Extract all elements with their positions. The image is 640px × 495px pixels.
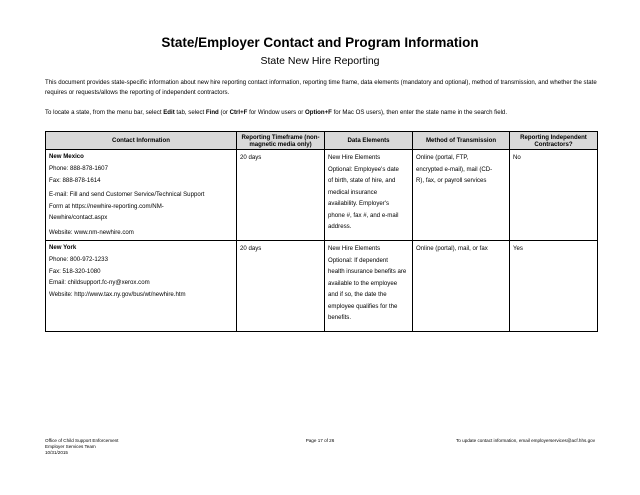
- website-link[interactable]: Website: www.nm-newhire.com: [49, 228, 134, 236]
- header-data-elements: Data Elements: [325, 132, 413, 150]
- header-method-of-transmission: Method of Transmission: [413, 132, 510, 150]
- table-row-new-york: [46, 241, 598, 332]
- state-contact-table: [45, 131, 598, 332]
- email-address[interactable]: Email: childsupport.fc-ny@xerox.com: [49, 279, 150, 286]
- independent-contractors-cell: Yes: [510, 241, 598, 332]
- contact-info-cell: [46, 150, 237, 241]
- header-reporting-timeframe: Reporting Timeframe (non-magnetic media only): [237, 132, 325, 150]
- independent-contractors-cell: No: [510, 150, 598, 241]
- header-contact-information: Contact Information: [46, 132, 237, 150]
- footer-office: Office of Child Support Enforcement Employer Services Team 10/31/2015: [45, 438, 119, 455]
- contact-info-cell: [46, 241, 237, 332]
- transmission-method-cell: Online (portal, FTP, encrypted e-mail), mail (CD- R), fax, or payroll services: [413, 150, 510, 241]
- website-link[interactable]: Website: http://www.tax.ny.gov/bus/wt/newhire.htm: [49, 290, 186, 298]
- transmission-method-cell: Online (portal), mail, or fax: [413, 241, 510, 332]
- table-header-row: [46, 132, 598, 150]
- intro-paragraph: This document provides state-specific information about new hire reporting contact information, reporting time frame, data elements (mandatory and optional), method of transmission, and whether the state requires or requests/allows the reporting of independent contractors.: [45, 79, 597, 96]
- fax-number: Fax: 518-320-1080: [49, 267, 101, 275]
- timeframe-cell: 20 days: [237, 150, 325, 241]
- email-form-link[interactable]: Form at https://newhire-reporting.com/NM-: [49, 202, 164, 210]
- email-text: E-mail: Fill and send Customer Service/Technical Support: [49, 191, 205, 198]
- table-row-new-mexico: [46, 150, 598, 241]
- timeframe-cell: 20 days: [237, 241, 325, 332]
- footer-update-contact: To update contact information, email employerservices@acf.hhs.gov: [456, 438, 595, 443]
- page-subtitle: State New Hire Reporting: [260, 55, 380, 67]
- data-elements-cell: New Hire Elements Optional: If dependent health insurance benefits are available to the employee and if so, the date the employee qualifies for the benefits.: [325, 241, 413, 332]
- page-title: State/Employer Contact and Program Information: [161, 35, 479, 50]
- state-name: New Mexico: [49, 153, 84, 160]
- search-instructions: To locate a state, from the menu bar, select Edit tab, select Find (or Ctrl+F for Window users or Option+F for Mac OS users), then enter the state name in the search field.: [45, 109, 508, 116]
- header-independent-contractors: Reporting Independent Contractors?: [510, 132, 598, 150]
- state-name: New York: [49, 244, 77, 251]
- email-form-link-continued[interactable]: Newhire/contact.aspx: [49, 214, 108, 221]
- page-number: Page 17 of 26: [305, 438, 335, 443]
- phone-number: Phone: 800-972-1233: [49, 256, 108, 263]
- phone-number: Phone: 888-878-1607: [49, 165, 108, 172]
- fax-number: Fax: 888-878-1614: [49, 176, 101, 184]
- data-elements-cell: New Hire Elements Optional: Employee's date of birth, state of hire, and medical insurance availability. Employer's phone #, fax #, and e-mail address.: [325, 150, 413, 241]
